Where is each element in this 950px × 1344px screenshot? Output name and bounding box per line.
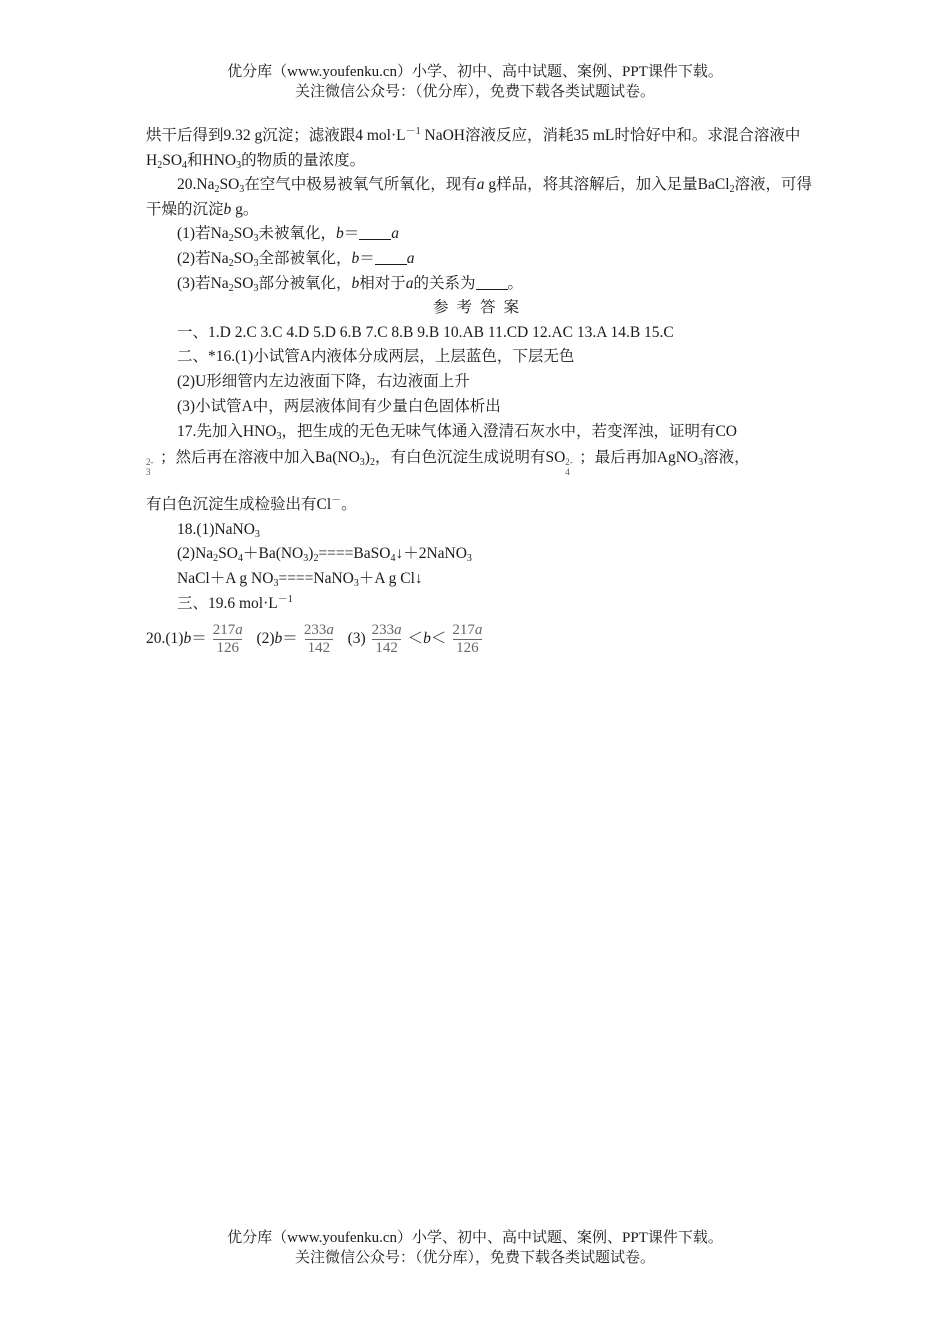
answers-part-two-line-3: (3)小试管A中，两层液体间有少量白色固体析出 [177,397,501,415]
answers-part-three: 三、19.6 $mol\cdot L^{-1}$ [177,593,293,612]
footer-line-1: 优分库（www.youfenku.cn）小学、初中、高中试题、案例、PPT课件下载。 [227,1230,723,1246]
question-20-part-2: (2)若$Na_2SO_3$全部被氧化，b＝ a [177,249,415,269]
answer-17-cont: 2- 3 ；然后再在溶液中加入$Ba(NO_3)_2$，有白色沉淀生成说明有SO 2- 4 ；最后再加AgNO$_3$溶液， [146,449,750,478]
sulfate-ion-charge: 2- 4 [565,457,573,478]
header-line-2: 关注微信公众号：（优分库），免费下载各类试题试卷。 [294,84,655,100]
answers-part-two-line-1: 二、*16.(1)小试管A内液体分成两层，上层蓝色，下层无色 [177,348,575,366]
header-line-1: 优分库（www.youfenku.cn）小学、初中、高中试题、案例、PPT课件下载。 [227,64,723,80]
answer-18-3: NaCl＋A g $NO_3====NaNO_3+A$ g Cl↓ [177,569,423,589]
footer-line-2: 关注微信公众号：（优分库），免费下载各类试题试卷。 [294,1250,655,1266]
answer-blank [375,250,407,265]
question-20-part-1: (1)若$Na_2SO_3$未被氧化，b＝ a [177,225,400,245]
question-20-part-3: (3)若$Na_2SO_3$部分被氧化，b相对于a的关系为 。 [177,274,524,294]
page-footer [0,1228,950,1268]
page-header [0,62,950,102]
fraction-233a-over-142: $\frac{233a}{142}$ [303,622,334,657]
answer-blank [476,275,508,290]
fraction-217a-over-126: $\frac{217a}{126}$ [212,622,243,657]
answers-part-one: 一、1.D 2.C 3.C 4.D 5.D 6.B 7.C 8.B 9.B 10.AB 11.CD 12.AC 13.A 14.B 15.C [177,323,674,341]
answers-part-two-line-2: (2)U形细管内左边液面下降，右边液面上升 [177,372,470,390]
answer-18-1: 18.(1)NaNO$_3$ [177,520,260,540]
document-body [146,124,814,658]
fraction-217a-over-126-upper: $\frac{217a}{126}$ [452,622,483,657]
fraction-233a-over-142-lower: $\frac{233a}{142}$ [371,622,402,657]
carbonate-ion-charge: 2- 3 [146,457,154,478]
question-19-text: 烘干后得到9.32 g沉淀；滤液跟4 $mol\cdot L^{-1}$ NaOH溶液反应，消耗35 mL时恰好中和。求混合溶液中$H_2SO_4$和$HNO_3$的物质的量浓度。 [146,126,801,171]
answer-18-2: $(2)Na_2SO_4+Ba(NO_3)_2====BaSO_4↓+2NaNO_3$ [177,545,472,565]
answer-blank [359,225,391,240]
answer-17: 17.先加入$HNO_3$，把生成的无色无味气体通入澄清石灰水中，若变浑浊，证明有CO [177,423,738,443]
answer-20: 20.(1)b＝ $\frac{217a}{126}$ (2)b＝ $\frac{233a}{142}$ (3) $\frac{233a}{142}$ ＜b＜ $\frac{217a}{126}$ [146,620,814,658]
question-20-text: $20.Na_2SO_3$在空气中极易被氧气所氧化，现有a g样品，将其溶解后，加入足量BaCl$_2$溶液，可得干燥的沉淀b g。 [146,176,813,218]
answers-title: 参考答案 [432,299,527,317]
answer-17-end: 有白色沉淀生成检验出有Cl－。 [146,495,357,514]
